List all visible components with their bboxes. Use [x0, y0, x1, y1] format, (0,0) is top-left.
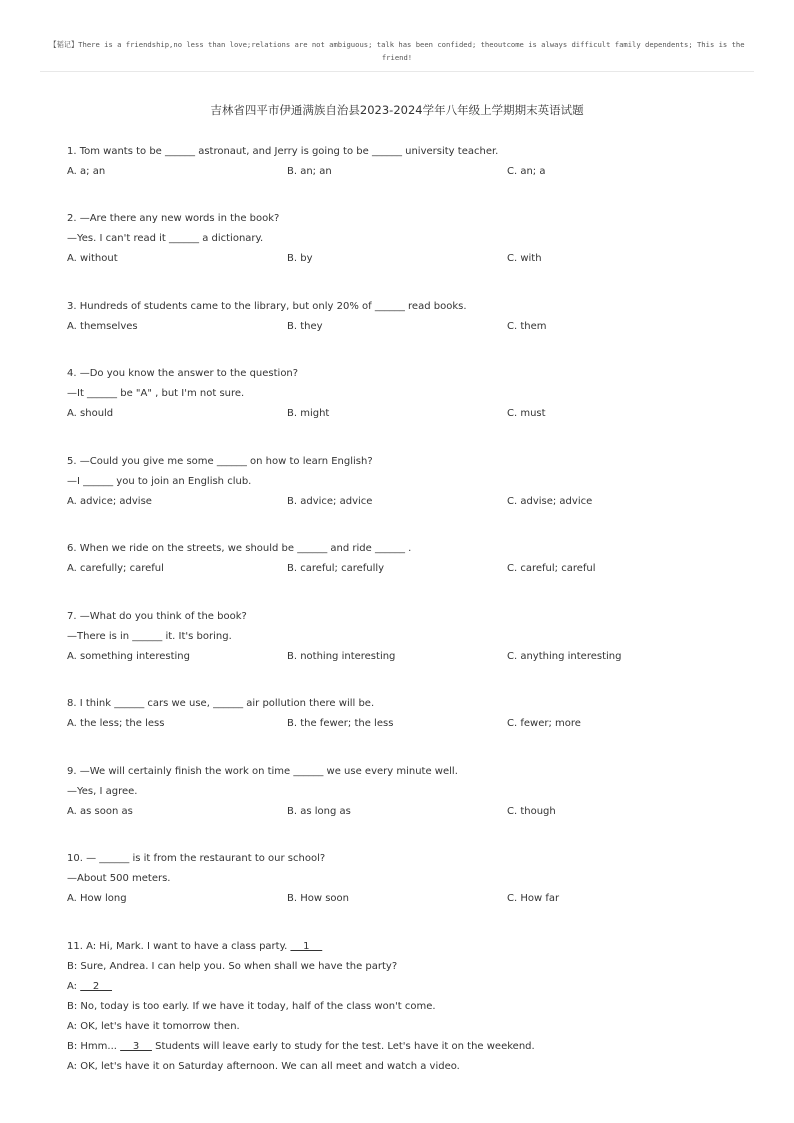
option-a[interactable]: A. should [67, 408, 114, 419]
question-9 [67, 762, 747, 822]
answer-blank[interactable]: 1 [290, 941, 323, 952]
question-text: —There is in ______ it. It's boring. [67, 631, 232, 642]
dialogue-text: A: OK, let's have it tomorrow then. [67, 1021, 240, 1032]
answer-options [67, 317, 747, 337]
question-text: 10. — ______ is it from the restaurant to our school? [67, 853, 326, 864]
option-b[interactable]: B. an; an [287, 166, 332, 177]
question-text: 7. —What do you think of the book? [67, 611, 247, 622]
question-1 [67, 142, 747, 182]
answer-blank[interactable]: 3 [120, 1041, 152, 1052]
option-a[interactable]: A. without [67, 253, 118, 264]
question-3 [67, 297, 747, 337]
document-title: 吉林省四平市伊通满族自治县2023-2024学年八年级上学期期末英语试题 [210, 103, 584, 117]
question-text: —I ______ you to join an English club. [67, 476, 252, 487]
question-text: —Yes. I can't read it ______ a dictionary. [67, 233, 264, 244]
option-c[interactable]: C. advise; advice [507, 496, 593, 507]
dialogue-text: A: OK, let's have it on Saturday afternoon. We can all meet and watch a video. [67, 1061, 460, 1072]
option-b[interactable]: B. might [287, 408, 330, 419]
option-c[interactable]: C. careful; careful [507, 563, 596, 574]
question-text: 5. —Could you give me some ______ on how to learn English? [67, 456, 373, 467]
option-a[interactable]: A. a; an [67, 166, 106, 177]
dialogue-text: A: [67, 981, 81, 992]
question-2 [67, 209, 747, 269]
question-text: 9. —We will certainly finish the work on time ______ we use every minute well. [67, 766, 458, 777]
answer-options [67, 647, 747, 667]
question-text: 6. When we ride on the streets, we should be ______ and ride ______ . [67, 543, 412, 554]
option-b[interactable]: B. by [287, 253, 313, 264]
answer-options [67, 802, 747, 822]
dialogue-line [67, 997, 747, 1017]
question-5 [67, 452, 747, 512]
header-divider [40, 71, 754, 72]
option-b[interactable]: B. they [287, 321, 323, 332]
question-text: 3. Hundreds of students came to the library, but only 20% of ______ read books. [67, 301, 467, 312]
header-note: 【韬记】There is a friendship,no less than love;relations are not ambiguous; talk has been confided; theoutcome is always difficult family dependents; This is the friend! [49, 40, 745, 62]
answer-options [67, 889, 747, 909]
question-6 [67, 539, 747, 579]
dialogue-line [67, 957, 747, 977]
question-text: —Yes, I agree. [67, 786, 138, 797]
option-c[interactable]: C. with [507, 253, 542, 264]
option-c[interactable]: C. How far [507, 893, 560, 904]
option-b[interactable]: B. careful; carefully [287, 563, 385, 574]
option-a[interactable]: A. as soon as [67, 806, 133, 817]
dialogue-text: Students will leave early to study for the test. Let's have it on the weekend. [151, 1041, 535, 1052]
answer-options [67, 714, 747, 734]
question-text: 1. Tom wants to be ______ astronaut, and Jerry is going to be ______ university teacher. [67, 146, 499, 157]
dialogue-line [67, 977, 747, 997]
option-c[interactable]: C. fewer; more [507, 718, 581, 729]
option-a[interactable]: A. How long [67, 893, 127, 904]
dialogue-text: 11. A: Hi, Mark. I want to have a class party. [67, 941, 291, 952]
option-c[interactable]: C. an; a [507, 166, 546, 177]
question-text: 2. —Are there any new words in the book? [67, 213, 280, 224]
dialogue-question [67, 937, 747, 1077]
option-b[interactable]: B. as long as [287, 806, 351, 817]
question-text: —About 500 meters. [67, 873, 171, 884]
answer-options [67, 249, 747, 269]
option-b[interactable]: B. advice; advice [287, 496, 373, 507]
dialogue-line [67, 1037, 747, 1057]
option-c[interactable]: C. anything interesting [507, 651, 622, 662]
option-c[interactable]: C. though [507, 806, 556, 817]
answer-options [67, 162, 747, 182]
option-c[interactable]: C. them [507, 321, 547, 332]
dialogue-line [67, 1057, 747, 1077]
answer-options [67, 559, 747, 579]
question-4 [67, 364, 747, 424]
option-c[interactable]: C. must [507, 408, 546, 419]
question-7 [67, 607, 747, 667]
dialogue-line [67, 1017, 747, 1037]
option-b[interactable]: B. nothing interesting [287, 651, 396, 662]
question-text: 8. I think ______ cars we use, ______ air pollution there will be. [67, 698, 375, 709]
option-a[interactable]: A. something interesting [67, 651, 190, 662]
option-b[interactable]: B. the fewer; the less [287, 718, 394, 729]
answer-options [67, 404, 747, 424]
option-b[interactable]: B. How soon [287, 893, 349, 904]
question-text: —It ______ be "A" , but I'm not sure. [67, 388, 245, 399]
dialogue-line [67, 937, 747, 957]
option-a[interactable]: A. themselves [67, 321, 138, 332]
answer-blank[interactable]: 2 [80, 981, 113, 992]
option-a[interactable]: A. the less; the less [67, 718, 165, 729]
dialogue-text: B: No, today is too early. If we have it today, half of the class won't come. [67, 1001, 436, 1012]
question-10 [67, 849, 747, 909]
dialogue-text: B: Sure, Andrea. I can help you. So when shall we have the party? [67, 961, 398, 972]
answer-options [67, 492, 747, 512]
option-a[interactable]: A. advice; advise [67, 496, 152, 507]
question-8 [67, 694, 747, 734]
option-a[interactable]: A. carefully; careful [67, 563, 164, 574]
dialogue-text: B: Hmm... [67, 1041, 121, 1052]
question-text: 4. —Do you know the answer to the question? [67, 368, 299, 379]
